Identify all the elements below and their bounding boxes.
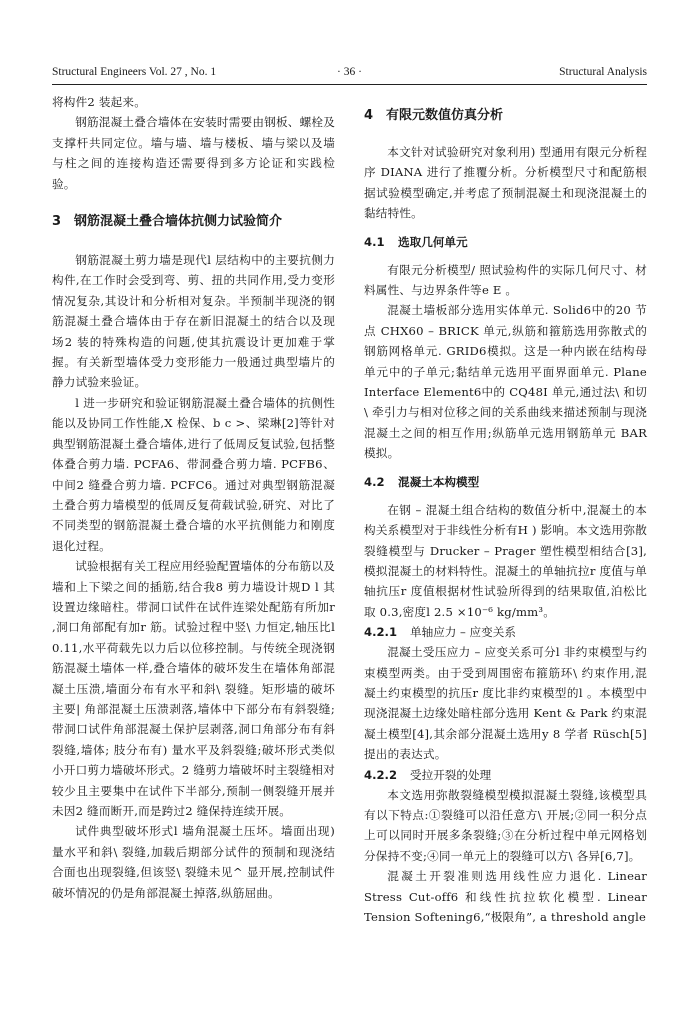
right-paragraph-5: 混凝土受压应力 – 应变关系可分l 非约束模型与约束模型两类。由于受到周围密布箍筋环\ 约束作用,混凝土约束模型的抗压r 度比非约束模型的l 。本模型中现浇混凝土边缘处暗柱部分选用 Kent & Park 约束混凝土模型[4],其余部分混凝土选用y 8 学者 Rüsch[5] 提出的表达式。 (364, 645, 647, 762)
section-4-title: 有限元数值仿真分析 (386, 108, 504, 123)
page-number: · 36 · (337, 66, 362, 78)
running-header (52, 66, 647, 82)
section-4-number: 4 (364, 108, 374, 123)
subsection-4-1-heading (364, 232, 647, 252)
section-3-title: 钢筋混凝土叠合墙体抗侧力试验简介 (74, 214, 283, 230)
right-paragraph-1: 本文针对试验研究对象利用) 型通用有限元分析程序 DIANA 进行了推覆分析。分析模型尺寸和配筋根据试验模型确定,并考虑了预制混凝土和现浇混凝土的黏结特性。 (364, 145, 647, 221)
subsection-4-2-1-title: 单轴应力 – 应变关系 (410, 625, 516, 640)
right-paragraph-3: 混凝土墙板部分选用实体单元. Solid6中的20 节点 CHX60 – BRICK 单元,纵筋和箍筋选用弥散式的钢筋网格单元. GRID6模拟。这是一种内嵌在结构母单元中的子单元;黏结单元选用平面界面单元. Plane Interface Element6中的 CQ48I 单元,通过法\ 和切\ 牵引力与相对位移之间的关系曲线来描述预制与现浇混凝土之间的相互作用;纵筋单元选用钢筋单元 BAR 模拟。 (364, 303, 647, 461)
right-column (364, 92, 647, 927)
right-paragraph-6: 本文选用弥散裂缝模型模拟混凝土裂缝,该模型具有以下特点:①裂缝可以沿任意方\ 开展;②同一积分点上可以同时开展多条裂缝;③在分析过程中单元网格划分保持不变;④同一单元上的裂缝可以方\ 各异[6,7]。 (364, 787, 647, 863)
header-rule (52, 84, 647, 85)
right-paragraph-7: 混凝土开裂准则选用线性应力退化. Linear Stress Cut-off6 和线性抗拉软化模型. Linear Tension Softening6,“极限角”, a threshold angle (364, 869, 647, 924)
left-paragraph-5: 试件典型破坏形式l 墙角混凝土压坏。墙面出现) 量水平和斜\ 裂缝,加载后期部分试件的预制和现浇结合面也出现裂缝,但该竖\ 裂缝未见^ 显开展,控制试件破坏情况的仍是角部混凝土掉落,纵筋屈曲。 (52, 824, 335, 900)
section-4-heading (364, 106, 647, 126)
left-paragraph-4: 试验根据有关工程应用经验配置墙体的分布筋以及墙和上下梁之间的插筋,结合我8 剪力墙设计规D l 其设置边缘暗柱。带洞口试件在试件连梁处配筋有所加r ,洞口角部配有加r 筋。试验过程中竖\ 力恒定,轴压比l 0.11,水平荷载先以力后以位移控制。与传统全现浇钢筋混凝土墙体一样,叠合墙体的破坏发生在墙体角部混凝土压溃,墙面分布有水平和斜\ 裂缝。矩形墙的破坏主要| 角部混凝土压溃剥落,墙体中下部分布有斜裂缝;带洞口试件角部混凝土保护层剥落,洞口角部分布有斜裂缝,墙体; 肢分布有) 量水平及斜裂缝;破坏形式类似小开口剪力墙破坏形式。2 缝剪力墙破坏时主裂缝相对较少且主要集中在试件下半部分,预制一侧裂缝开展并未因2 缝而断开,而是跨过2 缝保持连续开展。 (52, 559, 335, 818)
journal-name: Structural Engineers Vol. 27 , No. 1 (52, 66, 217, 78)
subsection-4-2-title: 混凝土本构模型 (398, 474, 480, 489)
left-paragraph-0: 将构件2 装起来。 (52, 95, 147, 109)
left-column (52, 92, 335, 903)
subsection-4-1-title: 选取几何单元 (398, 234, 468, 249)
subsection-4-2-number: 4.2 (364, 474, 385, 489)
section-3-heading (52, 212, 335, 232)
right-paragraph-2: 有限元分析模型/ 照试验构件的实际几何尺寸、材料属性、与边界条件等e E 。 (364, 262, 647, 298)
subsection-4-2-2-title: 受拉开裂的处理 (410, 767, 492, 782)
left-paragraph-1: 钢筋混凝土叠合墙体在安装时需要由钢板、螺栓及支撑杆共同定位。墙与墙、墙与楼板、墙与梁以及墙与柱之间的连接构造还需要得到多方论证和实践检验。 (52, 115, 335, 191)
subsection-4-2-2-number: 4.2.2 (364, 767, 398, 782)
subsection-4-2-2-heading (364, 765, 647, 785)
subsection-4-1-number: 4.1 (364, 234, 385, 249)
subsection-4-2-heading (364, 472, 647, 492)
subsection-4-2-1-number: 4.2.1 (364, 625, 398, 640)
left-paragraph-3: l 进一步研究和验证钢筋混凝土叠合墙体的抗侧性能以及协同工作性能,X 检保、b c >、梁琳[2]等针对典型钢筋混凝土叠合墙体,进行了低周反复试验,包括整体叠合剪力墙. PCFA6、带洞叠合剪力墙. PCFB6、中间2 缝叠合剪力墙. PCFC6。通过对典型钢筋混凝土叠合剪力墙模型的低周反复荷载试验,研究、对比了不同类型的钢筋混凝土叠合墙的水平抗侧能力和刚度退化过程。 (52, 395, 335, 553)
section-3-number: 3 (52, 214, 62, 230)
section-label: Structural Analysis (559, 66, 647, 78)
subsection-4-2-1-heading (364, 622, 647, 642)
left-paragraph-2: 钢筋混凝土剪力墙是现代l 层结构中的主要抗侧力构件,在工作时会受到弯、剪、扭的共同作用,受力变形情况复杂,其设计和分析相对复杂。半预制半现浇的钢筋混凝土叠合墙体由于存在新旧混凝土的结合以及现场2 装的特殊构造的问题,使其抗震设计更加难于掌握。有关新型墙体受力变形能力一般通过典型墙片的静力试验来验证。 (52, 253, 335, 390)
right-paragraph-4: 在钢 – 混凝土组合结构的数值分析中,混凝土的本构关系模型对于非线性分析有H ) 影响。本文选用弥散裂缝模型与 Drucker – Prager 塑性模型相结合[3],模拟混凝土的材料特性。混凝土的单轴抗拉r 度值与单轴抗压r 度值根据材性试验所得到的结果取值,泊松比取 0.3,密度l 2.5 ×10⁻⁶ kg/mm³。 (364, 502, 647, 619)
